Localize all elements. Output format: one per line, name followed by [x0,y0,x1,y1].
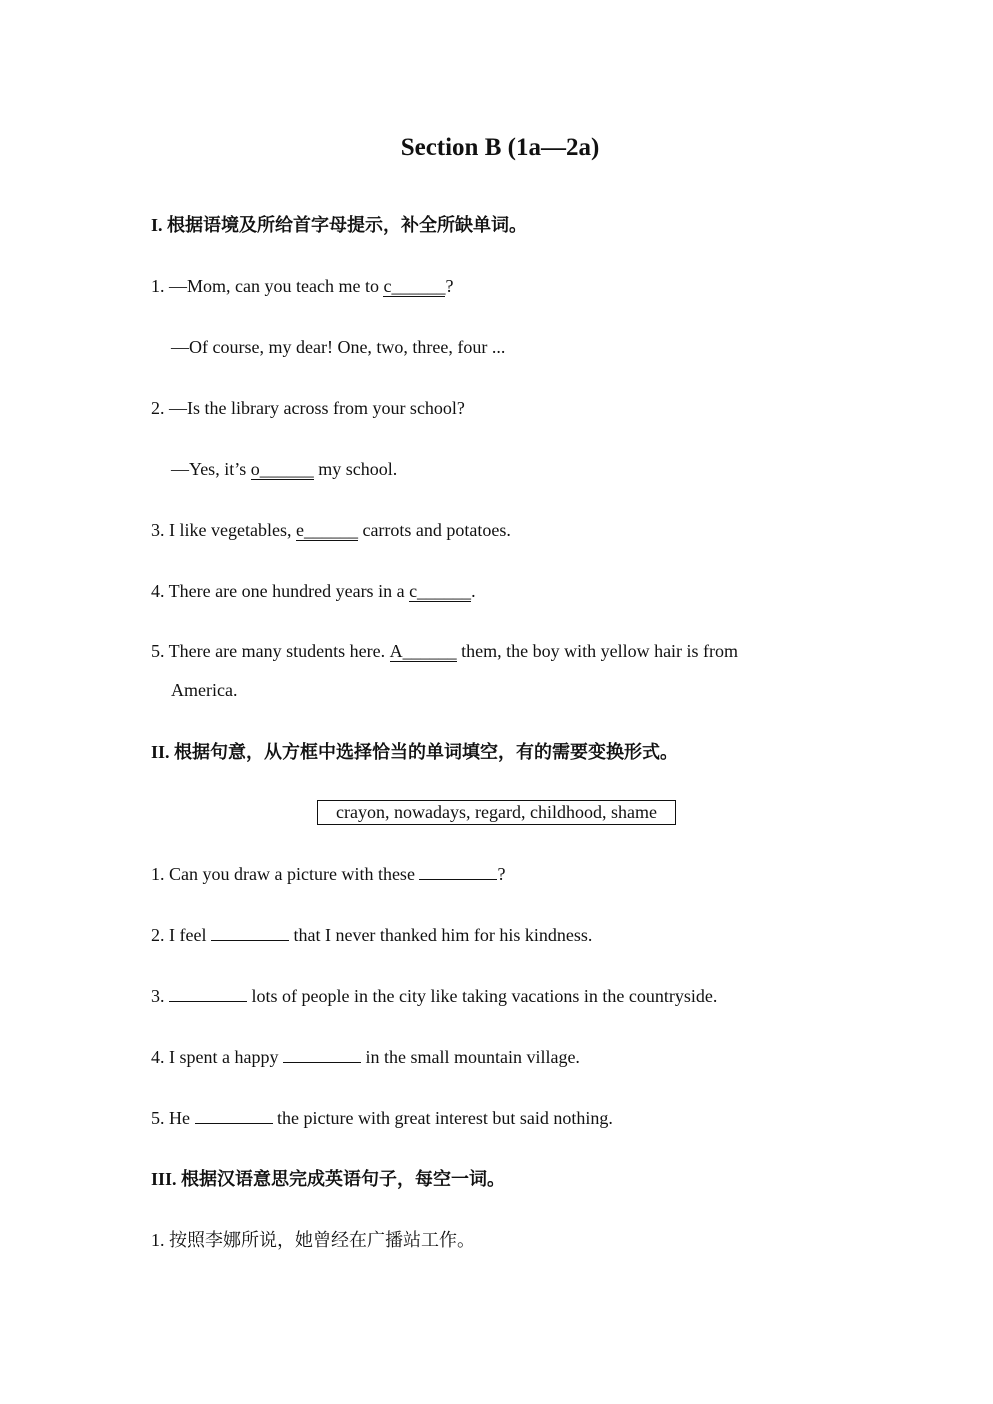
answer-blank: e______ [295,520,358,540]
question-1-1: 1. —Mom, can you teach me to c______? [151,276,454,296]
answer-blank [195,1123,273,1124]
answer-blank [211,940,289,941]
section-1-heading: I. 根据语境及所给首字母提示，补全所缺单词。 [151,215,528,235]
question-1-3: 3. I like vegetables, e______ carrots and potatoes. [151,520,511,540]
section-2-heading: II. 根据句意，从方框中选择恰当的单词填空，有的需要变换形式。 [151,742,679,762]
answer-blank [169,1001,247,1002]
question-2-4: 4. I spent a happy in the small mountain village. [151,1047,580,1067]
question-1-2-reply: —Yes, it’s o______ my school. [171,459,398,479]
page-title: Section B (1a—2a) [400,134,600,161]
question-1-5-continued: America. [171,680,238,700]
answer-blank: o______ [250,459,314,479]
question-2-5: 5. He the picture with great interest but said nothing. [151,1108,613,1128]
question-2-3: 3. lots of people in the city like taking vacations in the countryside. [151,986,718,1006]
section-3-heading: III. 根据汉语意思完成英语句子，每空一词。 [151,1169,506,1189]
question-3-1: 1. 按照李娜所说，她曾经在广播站工作。 [151,1230,475,1250]
word-box: crayon, nowadays, regard, childhood, shame [317,800,676,825]
answer-blank: c______ [383,276,446,296]
question-1-4: 4. There are one hundred years in a c______. [151,581,476,601]
question-2-2: 2. I feel that I never thanked him for his kindness. [151,925,593,945]
question-1-2: 2. —Is the library across from your school? [151,398,465,418]
question-1-5: 5. There are many students here. A______ them, the boy with yellow hair is from [151,641,739,661]
question-1-1-reply: —Of course, my dear! One, two, three, four ... [171,337,506,357]
question-2-1: 1. Can you draw a picture with these ? [151,864,506,884]
answer-blank: c______ [409,581,472,601]
answer-blank [283,1062,361,1063]
answer-blank [419,879,497,880]
answer-blank: A______ [389,641,457,661]
